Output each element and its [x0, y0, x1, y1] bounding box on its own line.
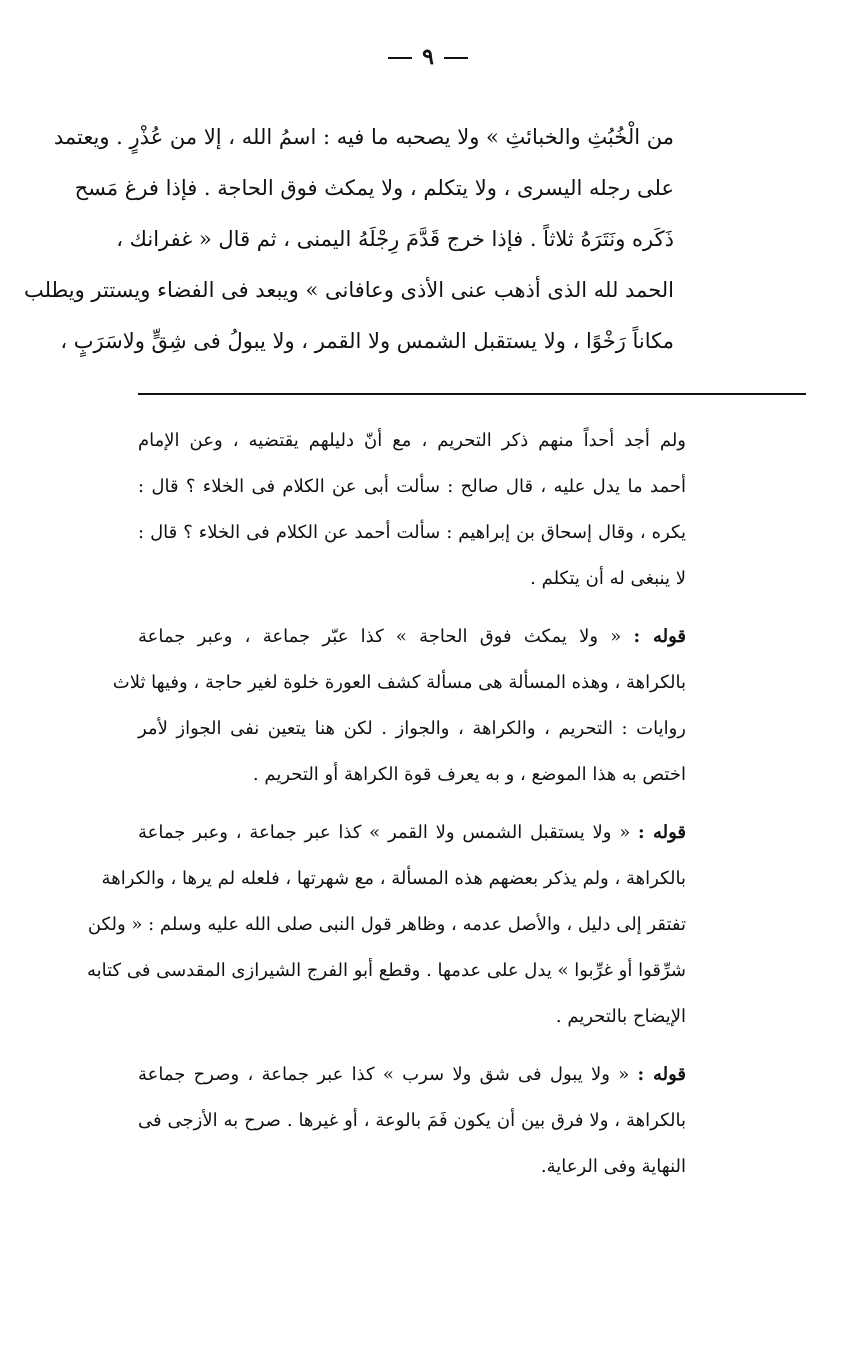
main-text-line: ذَكَره ونَتَرَهُ ثلاثاً . فإذا خرج قَدَّمَ رِجْلَهُ اليمنى ، ثم قال « غفرانك ، — [116, 227, 674, 251]
commentary-line: تفتقر إلى دليل ، والأصل عدمه ، وظاهر قول النبى صلى الله عليه وسلم : « ولكن — [87, 914, 686, 935]
footnote-divider — [138, 393, 806, 395]
commentary-line-with-lead — [138, 1052, 686, 1098]
commentary-paragraph — [138, 418, 686, 602]
commentary-line-with-lead — [138, 614, 686, 660]
commentary-lead: قوله : — [638, 822, 686, 843]
commentary-line-text: « ولا يبول فى شق ولا سرب » كذا عبر جماعة ، وصرح جماعة — [138, 1064, 630, 1085]
commentary-line: يكره ، وقال إسحاق بن إبراهيم : سألت أحمد عن الكلام فى الخلاء ؟ قال : — [138, 522, 686, 543]
commentary-line: اختص به هذا الموضع ، و به يعرف قوة الكراهة أو التحريم . — [252, 764, 686, 785]
main-text-line: مكاناً رَخْوًا ، ولا يستقبل الشمس ولا القمر ، ولا يبولُ فى شِقٍّ ولاسَرَبٍ ، — [60, 329, 674, 353]
commentary-line: أحمد ما يدل عليه ، قال صالح : سألت أبى عن الكلام فى الخلاء ؟ قال : — [138, 476, 686, 497]
page-number-dash-left — [388, 57, 412, 59]
page-number-dash-right — [444, 57, 468, 59]
commentary-line: النهاية وفى الرعاية. — [540, 1156, 686, 1177]
commentary-line: بالكراهة ، ولا فرق بين أن يكون فَمَ بالوعة ، أو غيرها . صرح به الأزجى فى — [138, 1110, 686, 1131]
page-number: ٩ — [422, 44, 434, 70]
commentary-line: بالكراهة ، ولم يذكر بعضهم هذه المسألة ، مع شهرتها ، فلعله لم يرها ، والكراهة — [101, 868, 686, 889]
commentary-line: الإيضاح بالتحريم . — [555, 1006, 686, 1027]
commentary-line: بالكراهة ، وهذه المسألة هى مسألة كشف العورة خلوة لغير حاجة ، وفيها ثلاث — [112, 672, 686, 693]
commentary-lead: قوله : — [637, 1064, 686, 1085]
commentary-line-text: « ولا يمكث فوق الحاجة » كذا عبّر جماعة ، وعبر جماعة — [138, 626, 622, 647]
main-text-block — [23, 112, 674, 367]
commentary-line: شرِّقوا أو غرِّبوا » يدل على عدمها . وقطع أبو الفرج الشيرازى المقدسى فى كتابه — [86, 960, 686, 981]
commentary-paragraph — [138, 1052, 686, 1190]
commentary-line: لا ينبغى له أن يتكلم . — [530, 568, 686, 589]
main-text-line: من الْخُبُثِ والخبائثِ » ولا يصحبه ما فيه : اسمُ الله ، إلا من عُذْرٍ . ويعتمد — [53, 125, 674, 149]
commentary-line-text: « ولا يستقبل الشمس ولا القمر » كذا عبر جماعة ، وعبر جماعة — [138, 822, 631, 843]
page-number-header — [0, 44, 856, 70]
commentary-line: روايات : التحريم ، والكراهة ، والجواز . لكن هنا يتعين نفى الجواز لأمر — [138, 718, 686, 739]
commentary-paragraph — [112, 614, 687, 798]
commentary-line: ولم أجد أحداً منهم ذكر التحريم ، مع أنّ دليلهم يقتضيه ، وعن الإمام — [138, 430, 686, 451]
main-text-line: على رجله اليسرى ، ولا يتكلم ، ولا يمكث فوق الحاجة . فإذا فرغ مَسح — [74, 176, 674, 200]
main-text-line: الحمد لله الذى أذهب عنى الأذى وعافانى » ويبعد فى الفضاء ويستتر ويطلب — [23, 278, 674, 302]
commentary-lead: قوله : — [633, 626, 687, 647]
commentary-block — [86, 418, 687, 1202]
commentary-line-with-lead — [138, 810, 686, 856]
commentary-paragraph — [86, 810, 686, 1040]
